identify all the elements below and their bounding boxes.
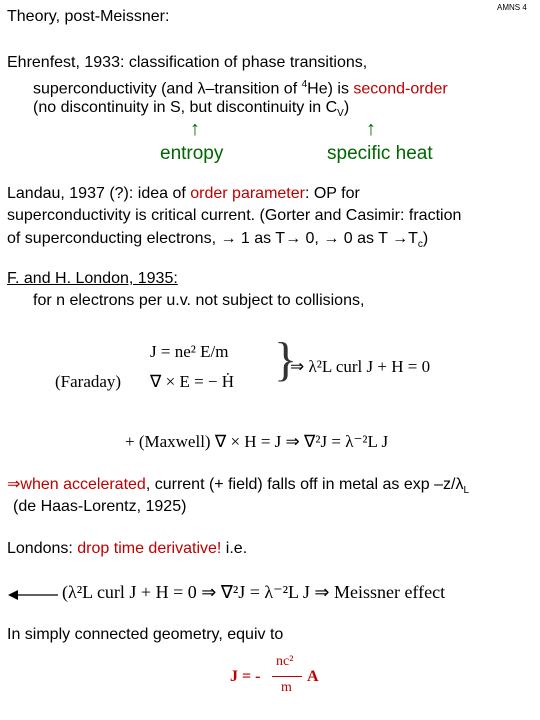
londons-line: Londons: drop time derivative! i.e. bbox=[7, 540, 248, 557]
ehrenfest-line-1: Ehrenfest, 1933: classification of phase transitions, bbox=[7, 54, 368, 71]
landau-line-1: Landau, 1937 (?): idea of order parameter: OP for bbox=[7, 185, 360, 202]
simply-connected-line: In simply connected geometry, equiv to bbox=[7, 626, 284, 643]
entropy-label: entropy bbox=[160, 143, 224, 164]
ehrenfest-line-2: superconductivity (and λ–transition of $^4$He) is second-order bbox=[33, 79, 448, 98]
london-equation-3: ⇒ λ²L curl J + H = 0 bbox=[290, 357, 431, 376]
london-heading: F. and H. London, 1935: bbox=[7, 270, 178, 287]
meissner-equation: (λ²L curl J + H = 0 ⇒ ∇²J = λ⁻²L J ⇒ Meissner effect bbox=[62, 582, 446, 602]
second-order-text: second-order bbox=[353, 80, 448, 98]
landau-line-2: superconductivity is critical current. (Gorter and Casimir: fraction bbox=[7, 207, 462, 224]
implies-arrow-icon: ⇒ bbox=[7, 476, 21, 493]
vector-a: A bbox=[307, 668, 319, 685]
london-subtext: for n electrons per u.v. not subject to collisions, bbox=[33, 292, 365, 309]
fraction-numerator: nc² bbox=[276, 654, 294, 669]
ehrenfest-line-3: (no discontinuity in S, but discontinuity in $C_V$) bbox=[33, 99, 350, 120]
drop-time-derivative-text: drop time derivative! bbox=[77, 540, 222, 557]
london-equation-1: J = ne² E/m bbox=[150, 342, 229, 361]
slide-code: AMNS 4 bbox=[497, 3, 527, 12]
de-haas-lorentz-line: (de Haas-Lorentz, 1925) bbox=[13, 498, 187, 515]
page-title: Theory, post-Meissner: bbox=[7, 8, 170, 25]
accelerated-line: ⇒when accelerated, current (+ field) falls off in metal as $\exp -z/\lambda_L$ bbox=[7, 476, 470, 497]
fraction-denominator: m bbox=[281, 680, 292, 695]
left-arrow-icon bbox=[8, 588, 58, 602]
up-arrow-specific-heat-icon: ↑ bbox=[366, 118, 376, 140]
vector-potential-equation: J = - bbox=[230, 668, 261, 685]
landau-line-3: of superconducting electrons, → 1 as T→ 0, → 0 as $T \to T_c$) bbox=[7, 230, 429, 251]
fraction-bar bbox=[272, 676, 302, 677]
order-parameter-text: order parameter bbox=[190, 185, 305, 202]
specific-heat-label: specific heat bbox=[327, 143, 433, 164]
london-equation-2: ∇ × E = − Ḣ bbox=[150, 372, 235, 391]
faraday-label: (Faraday) bbox=[55, 372, 122, 391]
maxwell-equation: + (Maxwell) ∇ × H = J ⇒ ∇²J = λ⁻²L J bbox=[125, 432, 389, 451]
brace-icon: } bbox=[274, 333, 298, 386]
up-arrow-entropy-icon: ↑ bbox=[190, 118, 200, 140]
